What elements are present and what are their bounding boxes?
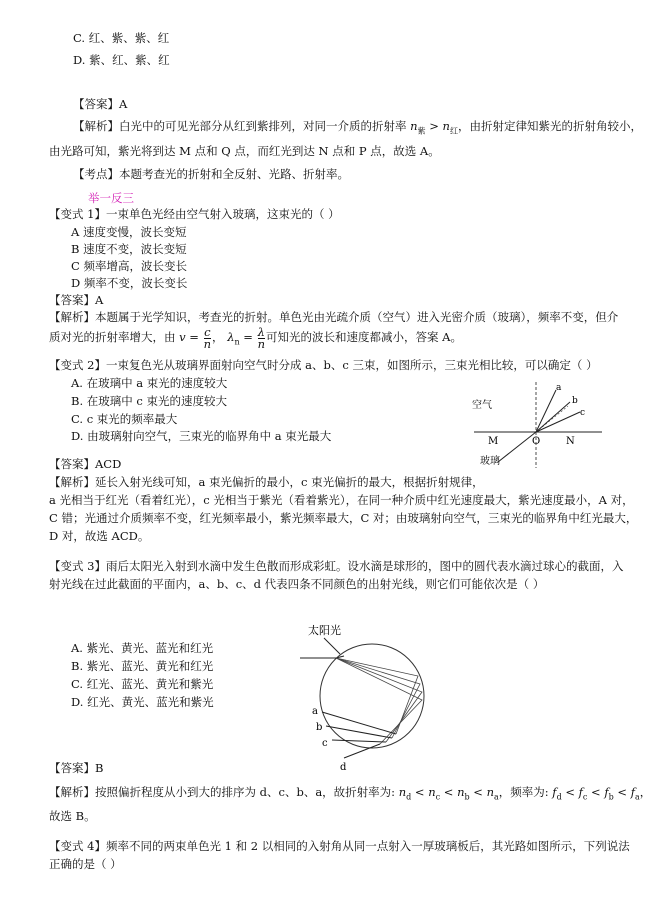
variant2-analysis-1: 【解析】延长入射光线可知，a 束光偏折的最小，c 束光偏折的最大，根据折射规律，: [49, 475, 484, 489]
ray-a-label: a: [556, 383, 562, 393]
prev-analysis-line2: 由光路可知，紫光将到达 M 点和 Q 点，而红光到达 N 点和 P 点，故选 A。: [49, 144, 440, 158]
air-label: 空气: [472, 400, 492, 411]
raindrop-figure: [300, 618, 440, 776]
variant4-stem1: 【变式 4】频率不同的两束单色光 1 和 2 以相同的入射角从同一点射入一厚玻璃板后，其光路如图所示，下列说法: [49, 839, 630, 853]
variant3-option-d: D. 红光、黄光、蓝光和紫光: [71, 695, 214, 709]
variant1-option-c: C 频率增高，波长变长: [71, 259, 187, 273]
point-o-label: O: [532, 436, 541, 447]
variant3-stem2: 射光线在过此截面的平面内，a、b、c、d 代表四条不同颜色的出射光线，则它们可能依次是（ ）: [49, 577, 545, 591]
variant2-analysis-3: C 错；光通过介质频率不变，红光频率最小，紫光频率最大，C 对；由玻璃射向空气，三束光的临界角中红光最大，: [49, 511, 638, 525]
ray-c-label: c: [322, 738, 328, 749]
variant2-option-b: B. 在玻璃中 c 束光的速度较大: [71, 394, 228, 408]
variant1-option-d: D 频率不变，波长变长: [71, 276, 188, 290]
variant2-analysis-4: D 对，故选 ACD。: [49, 529, 150, 543]
prev-option-d: D. 紫、红、紫、红: [73, 53, 170, 67]
variant1-answer: 【答案】A: [49, 293, 104, 307]
prev-key-point: 【考点】本题考查光的折射和全反射、光路、折射率。: [73, 167, 349, 181]
point-m-label: M: [488, 436, 499, 447]
variant3-option-c: C. 红光、蓝光、黄光和紫光: [71, 677, 214, 691]
variant3-option-a: A. 紫光、黄光、蓝光和红光: [71, 641, 214, 655]
variant2-analysis-2: a 光相当于红光（看着红光），c 光相当于紫光（看着紫光），在同一种介质中红光速度最大，紫光速度最小，A 对，: [49, 493, 634, 507]
prev-option-c: C. 红、紫、紫、红: [73, 31, 170, 45]
variant1-analysis1: 【解析】本题属于光学知识，考查光的折射。单色光由光疏介质（空气）进入光密介质（玻璃），频率不变，但介: [49, 310, 619, 324]
variant3-analysis: 【解析】按照偏折程度从小到大的排序为 d、c、b、a，故折射率为: $n_d < n_c < n_b < n_a$，频率为: $f_d < f_c < f_b < f_a$，: [49, 785, 651, 802]
prev-answer: 【答案】A: [73, 97, 128, 111]
ray-b-label: b: [572, 396, 578, 406]
ray-b-label: b: [316, 722, 323, 733]
sunlight-label: 太阳光: [308, 624, 341, 637]
section-title: 举一反三: [88, 191, 134, 205]
ray-a-label: a: [312, 706, 318, 717]
variant2-option-a: A. 在玻璃中 a 束光的速度较大: [71, 376, 228, 390]
variant3-option-b: B. 紫光、蓝光、黄光和红光: [71, 659, 214, 673]
prev-analysis-line1: 【解析】白光中的可见光部分从红到紫排列，对同一介质的折射率 $n_紫 > n_红$，由折射定律知紫光的折射角较小，: [73, 119, 642, 136]
variant1-stem: 【变式 1】一束单色光经由空气射入玻璃，这束光的（ ）: [49, 207, 340, 221]
variant3-answer: 【答案】B: [49, 761, 104, 775]
variant2-stem: 【变式 2】一束复色光从玻璃界面射向空气时分成 a、b、c 三束，如图所示，三束光相比较，可以确定（ ）: [49, 358, 598, 372]
variant2-option-c: C. c 束光的频率最大: [71, 412, 178, 426]
ray-d-label: d: [340, 762, 347, 773]
variant2-answer: 【答案】ACD: [49, 457, 122, 471]
variant2-option-d: D. 由玻璃射向空气，三束光的临界角中 a 束光最大: [71, 429, 332, 443]
variant4-stem2: 正确的是（ ）: [49, 857, 122, 871]
variant3-analysis-end: 故选 B。: [49, 809, 96, 823]
variant1-option-a: A 速度变慢，波长变短: [71, 225, 187, 239]
variant3-stem1: 【变式 3】雨后太阳光入射到水滴中发生色散而形成彩虹。设水滴是球形的，图中的圆代表水滴过球心的截面，入: [49, 559, 624, 573]
point-n-label: N: [566, 436, 575, 447]
variant1-option-b: B 速度不变，波长变短: [71, 242, 187, 256]
variant1-analysis2: 质对光的折射率增大，由 v = $\frac{c}{n}$ ， $\lambda_n$ = $\frac{\lambda}{n}$ 可知光的波长和速度都减小，答案 A。: [49, 324, 462, 351]
ray-c-label: c: [580, 408, 586, 418]
glass-label: 玻璃: [480, 456, 500, 467]
refraction-figure: [468, 382, 608, 468]
